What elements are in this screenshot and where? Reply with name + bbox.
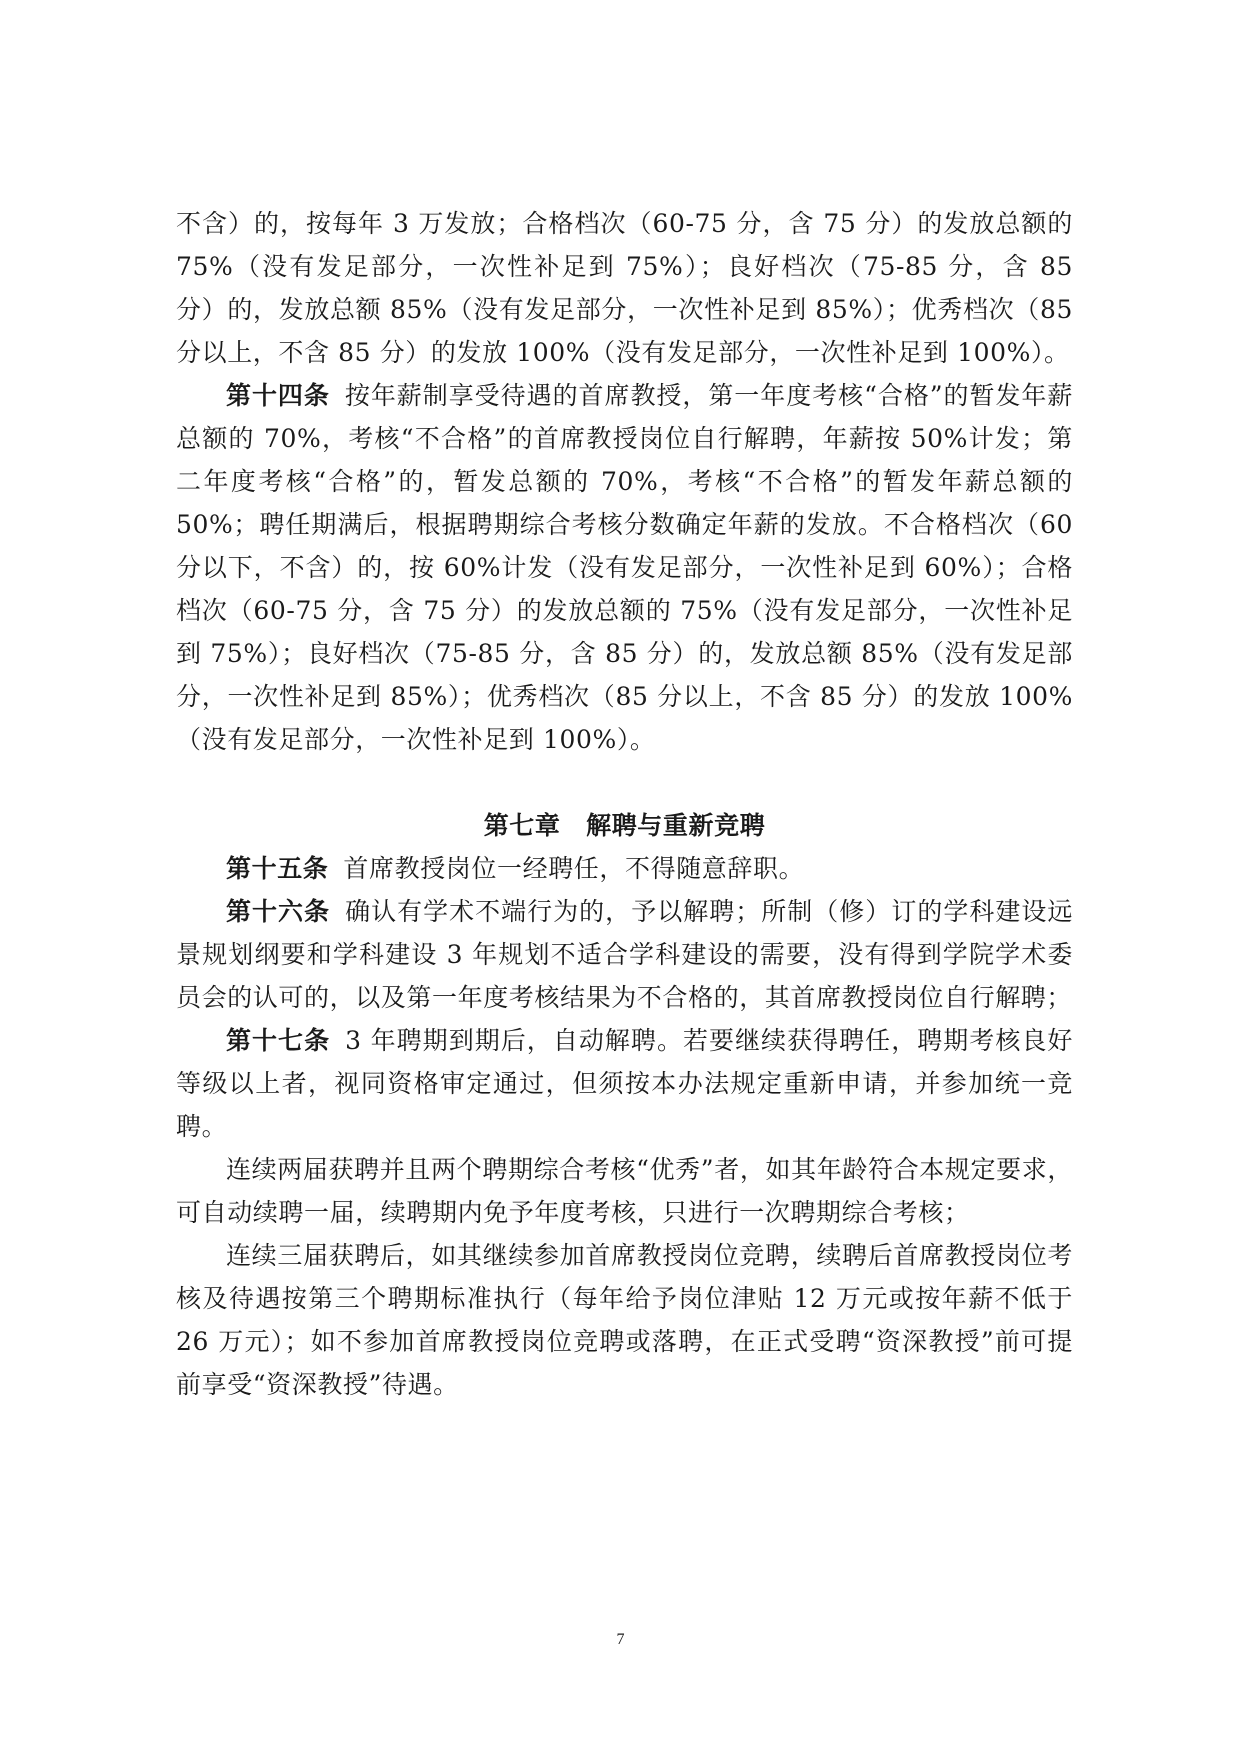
article-label: 第十五条 [226,854,329,883]
page-number: 7 [616,1631,625,1648]
article-16 [176,890,1073,1019]
chapter-heading: 第七章 解聘与重新竞聘 [483,811,766,840]
article-label: 第十七条 [226,1026,331,1055]
article-text: 首席教授岗位一经聘任，不得随意辞职。 [343,854,805,883]
paragraph-three-terms [176,1234,1073,1406]
article-label: 第十六条 [226,897,331,926]
article-text: 确认有学术不端行为的，予以解聘；所制（修）订的学科建设远景规划纲要和学科建设 3 年规划不适合学科建设的需要，没有得到学院学术委员会的认可的，以及第一年度考核结果为不合格的，其首席教授岗位自行解聘； [176,897,1073,1012]
article-text: 3 年聘期到期后，自动解聘。若要继续获得聘任，聘期考核良好等级以上者，视同资格审定通过，但须按本办法规定重新申请，并参加统一竞聘。 [176,1026,1073,1141]
paragraph-continuation [176,202,1073,374]
paragraph-text: 连续两届获聘并且两个聘期综合考核“优秀”者，如其年龄符合本规定要求，可自动续聘一届，续聘期内免予年度考核，只进行一次聘期综合考核； [176,1155,1073,1227]
article-label: 第十四条 [226,381,330,410]
paragraph-text: 连续三届获聘后，如其继续参加首席教授岗位竞聘，续聘后首席教授岗位考核及待遇按第三个聘期标准执行（每年给予岗位津贴 12 万元或按年薪不低于 26 万元）；如不参加首席教授岗位竞聘或落聘，在正式受聘“资深教授”前可提前享受“资深教授”待遇。 [176,1241,1073,1399]
article-14 [176,374,1073,761]
article-text: 按年薪制享受待遇的首席教授，第一年度考核“合格”的暂发年薪总额的 70%，考核“不合格”的首席教授岗位自行解聘，年薪按 50%计发；第二年度考核“合格”的，暂发总额的 70%，考核“不合格”的暂发年薪总额的 50%；聘任期满后，根据聘期综合考核分数确定年薪的发放。不合格档次（60 分以下，不含）的，按 60%计发（没有发足部分，一次性补足到 60%）；合格档次（60-75 分，含 75 分）的发放总额的 75%（没有发足部分，一次性补足到 75%）；良好档次（75-85 分，含 85 分）的，发放总额 85%（没有发足部分，一次性补足到 85%）；优秀档次（85 分以上，不含 85 分）的发放 100%（没有发足部分，一次性补足到 100%）。 [176,381,1073,754]
paragraph-text: 不含）的，按每年 3 万发放；合格档次（60-75 分，含 75 分）的发放总额的 75%（没有发足部分，一次性补足到 75%）；良好档次（75-85 分，含 85 分）的，发放总额 85%（没有发足部分，一次性补足到 85%）；优秀档次（85 分以上，不含 85 分）的发放 100%（没有发足部分，一次性补足到 100%）。 [176,209,1073,367]
article-15 [176,847,1073,890]
document-body [176,202,1073,1406]
paragraph-two-terms [176,1148,1073,1234]
article-17 [176,1019,1073,1148]
